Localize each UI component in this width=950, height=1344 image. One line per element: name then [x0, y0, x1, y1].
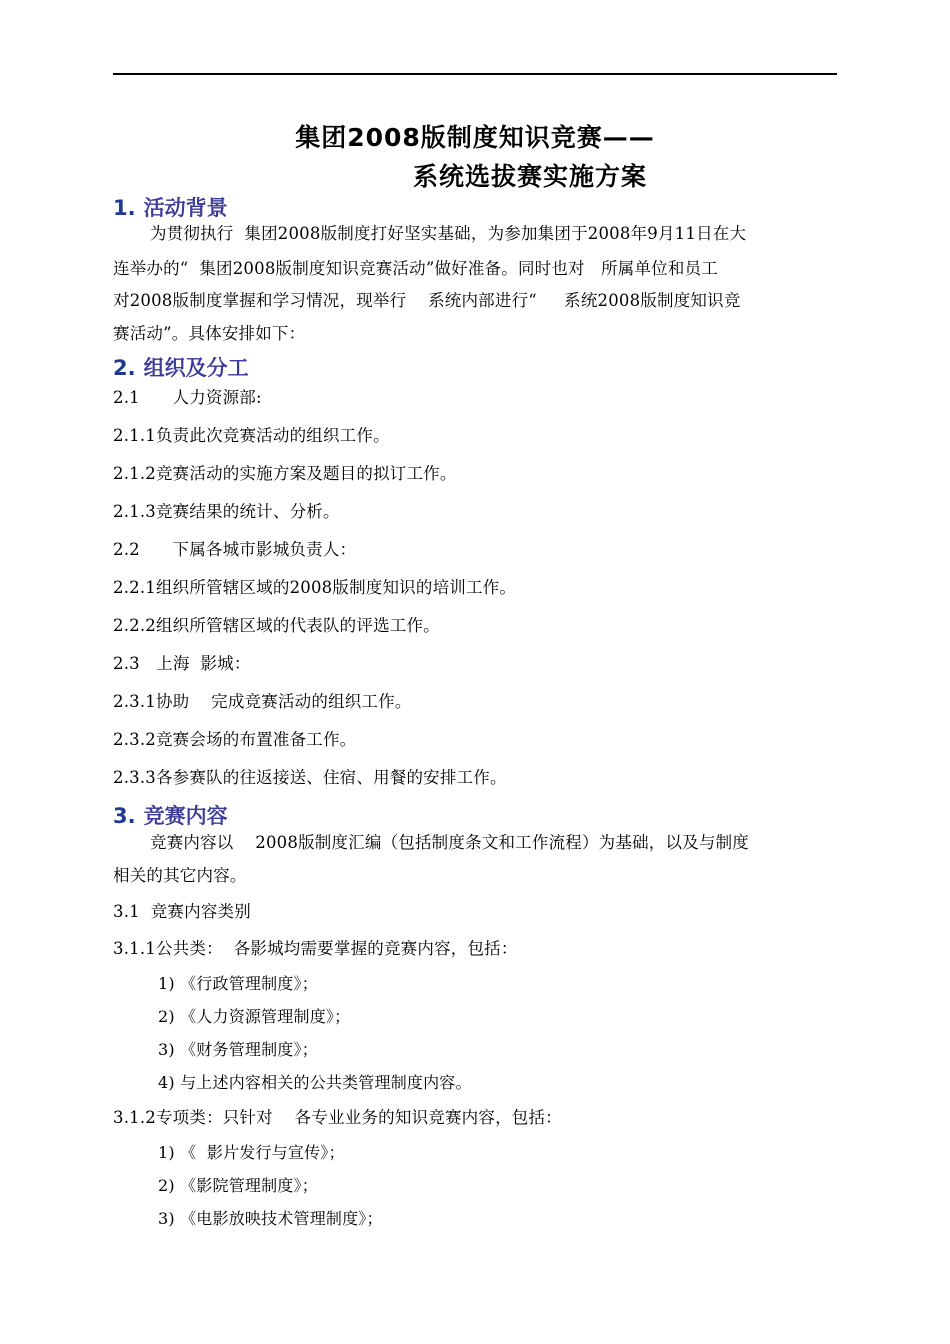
paragraph-line: 赛活动”。具体安排如下： [113, 324, 306, 343]
subsection-heading: 3.1.2专项类：只针对 各专业业务的知识竞赛内容，包括： [113, 1108, 562, 1127]
section-number: 2. [113, 356, 136, 380]
section-title: 活动背景 [143, 196, 228, 220]
list-item: 1) 《 影片发行与宣传》； [158, 1143, 345, 1162]
section-number: 3. [113, 804, 136, 828]
section-number: 1. [113, 196, 136, 220]
document-title-line2: 系统选拔赛实施方案 [412, 162, 647, 191]
subsection-heading: 3.1 竞赛内容类别 [113, 902, 251, 921]
paragraph-line: 连举办的“ 集团2008版制度知识竞赛活动”做好准备。同时也对 所属单位和员工 [113, 259, 718, 278]
list-item: 2) 《影院管理制度》； [158, 1176, 318, 1195]
list-item: 3) 《财务管理制度》； [158, 1040, 318, 1059]
document-title-line1: 集团2008版制度知识竞赛—— [295, 123, 655, 152]
list-item: 2.2 下属各城市影城负责人： [113, 540, 357, 559]
list-item: 2.3.1协助 完成竞赛活动的组织工作。 [113, 692, 412, 711]
section-1-heading [113, 192, 228, 222]
list-item: 2.1.1负责此次竞赛活动的组织工作。 [113, 426, 390, 445]
list-item: 2.2.2组织所管辖区域的代表队的评选工作。 [113, 616, 440, 635]
paragraph-line: 为贯彻执行 集团2008版制度打好坚实基础，为参加集团于2008年9月11日在大 [150, 224, 747, 243]
list-item: 2.1.3竞赛结果的统计、分析。 [113, 502, 340, 521]
paragraph-line: 竞赛内容以 2008版制度汇编（包括制度条文和工作流程）为基础，以及与制度 [150, 833, 749, 852]
paragraph-line: 相关的其它内容。 [113, 866, 247, 885]
section-title: 竞赛内容 [143, 804, 228, 828]
paragraph-line: 对2008版制度掌握和学习情况，现举行 系统内部进行“ 系统2008版制度知识竞 [113, 291, 741, 310]
header-rule [113, 73, 837, 75]
list-item: 2.1.2竞赛活动的实施方案及题目的拟订工作。 [113, 464, 457, 483]
list-item: 2.3.3各参赛队的往返接送、住宿、用餐的安排工作。 [113, 768, 507, 787]
list-item: 3) 《电影放映技术管理制度》； [158, 1209, 383, 1228]
list-item: 4) 与上述内容相关的公共类管理制度内容。 [158, 1073, 472, 1092]
section-2-heading [113, 352, 249, 382]
list-item: 2.3 上海 影城： [113, 654, 251, 673]
list-item: 2.3.2竞赛会场的布置准备工作。 [113, 730, 357, 749]
list-item: 2.1 人力资源部: [113, 388, 262, 407]
list-item: 2.2.1组织所管辖区域的2008版制度知识的培训工作。 [113, 578, 517, 597]
section-title: 组织及分工 [143, 356, 249, 380]
section-3-heading [113, 800, 228, 830]
list-item: 2) 《人力资源管理制度》； [158, 1007, 351, 1026]
list-item: 1) 《行政管理制度》； [158, 974, 318, 993]
subsection-heading: 3.1.1公共类： 各影城均需要掌握的竞赛内容，包括： [113, 939, 518, 958]
